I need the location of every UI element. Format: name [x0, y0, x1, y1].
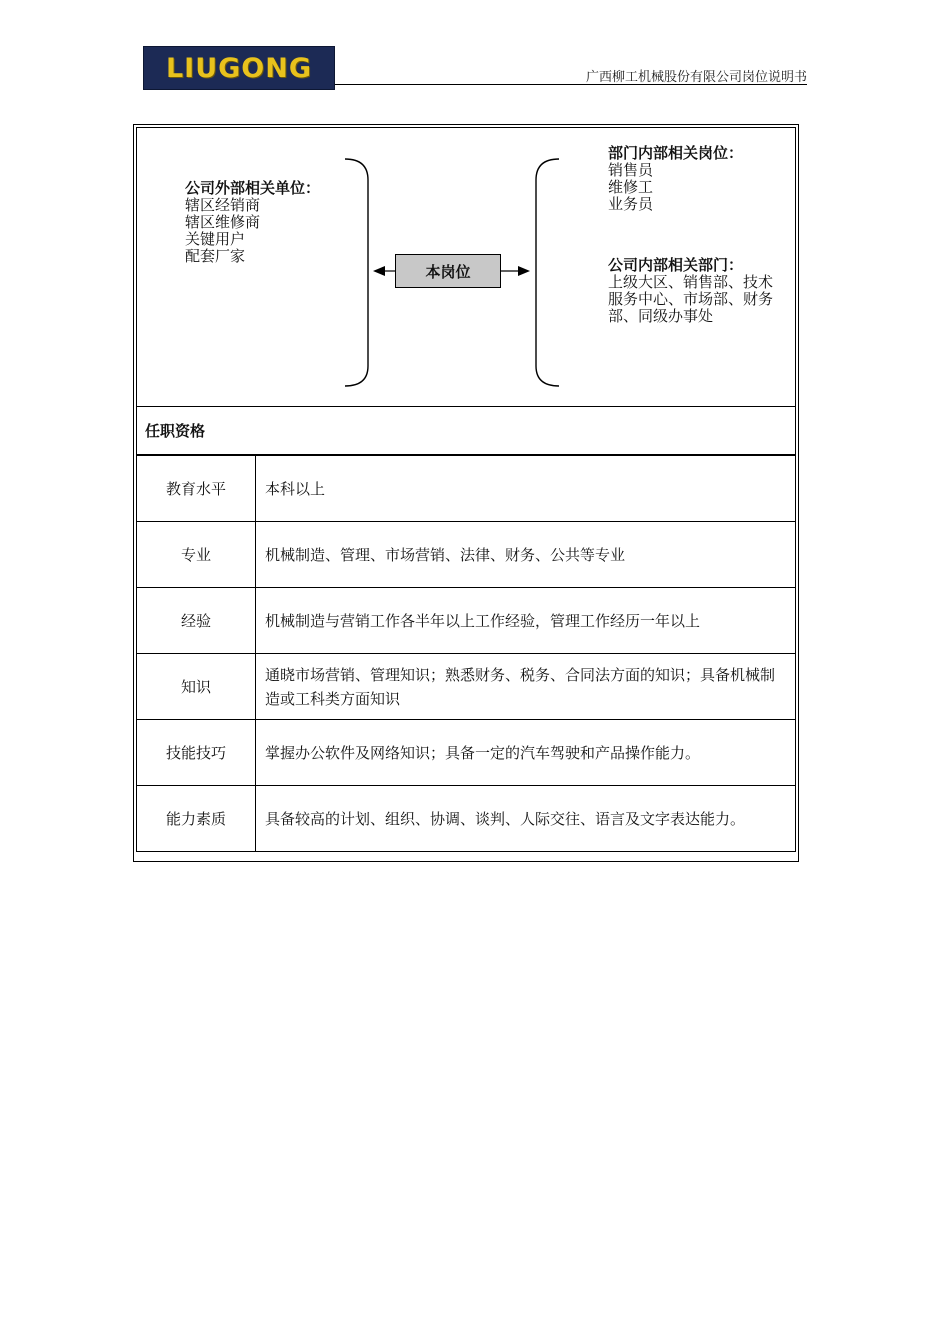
internal-departments-block: [608, 257, 773, 325]
row-value: 本科以上: [256, 456, 796, 522]
internal-position-item: 维修工: [608, 178, 654, 196]
qualifications-title: 任职资格: [136, 407, 796, 455]
internal-departments-heading: 公司内部相关部门：: [608, 256, 744, 274]
external-unit-item: 关键用户: [185, 230, 246, 248]
left-brace: [345, 159, 368, 386]
header-divider: [335, 84, 807, 85]
right-brace: [536, 159, 559, 386]
arrow-left-head: [373, 266, 385, 276]
internal-position-item: 业务员: [608, 195, 654, 213]
row-label: 专业: [137, 522, 256, 588]
relations-diagram: [136, 127, 796, 407]
this-position-box: 本岗位: [395, 254, 501, 288]
row-value: 通晓市场营销、管理知识；熟悉财务、税务、合同法方面的知识；具备机械制造或工科类方面知识: [256, 654, 796, 720]
external-unit-item: 辖区维修商: [185, 213, 261, 231]
table-row: [137, 654, 796, 720]
internal-department-line: 部、同级办事处: [608, 307, 714, 325]
arrow-right-head: [518, 266, 530, 276]
internal-department-line: 服务中心、市场部、财务: [608, 290, 774, 308]
liugong-logo: [143, 46, 335, 90]
internal-position-item: 销售员: [608, 161, 654, 179]
row-value: 机械制造与营销工作各半年以上工作经验，管理工作经历一年以上: [256, 588, 796, 654]
header-company-title: 广西柳工机械股份有限公司岗位说明书: [585, 70, 807, 85]
external-units-block: [185, 180, 320, 265]
row-value: 掌握办公软件及网络知识；具备一定的汽车驾驶和产品操作能力。: [256, 720, 796, 786]
table-row: [137, 456, 796, 522]
internal-department-line: 上级大区、销售部、技术: [608, 273, 774, 291]
row-label: 技能技巧: [137, 720, 256, 786]
row-label: 能力素质: [137, 786, 256, 852]
table-row: [137, 522, 796, 588]
external-units-heading: 公司外部相关单位：: [185, 179, 321, 197]
row-label: 知识: [137, 654, 256, 720]
internal-positions-heading: 部门内部相关岗位：: [608, 144, 744, 162]
external-unit-item: 配套厂家: [185, 247, 246, 265]
table-row: [137, 786, 796, 852]
row-label: 教育水平: [137, 456, 256, 522]
table-row: [137, 588, 796, 654]
document-frame: [133, 124, 799, 862]
table-row: [137, 720, 796, 786]
internal-positions-block: [608, 145, 743, 213]
row-label: 经验: [137, 588, 256, 654]
logo-text: LIUGONG: [165, 52, 313, 84]
row-value: 机械制造、管理、市场营销、法律、财务、公共等专业: [256, 522, 796, 588]
qualifications-table: [136, 455, 796, 852]
row-value: 具备较高的计划、组织、协调、谈判、人际交往、语言及文字表达能力。: [256, 786, 796, 852]
external-unit-item: 辖区经销商: [185, 196, 261, 214]
